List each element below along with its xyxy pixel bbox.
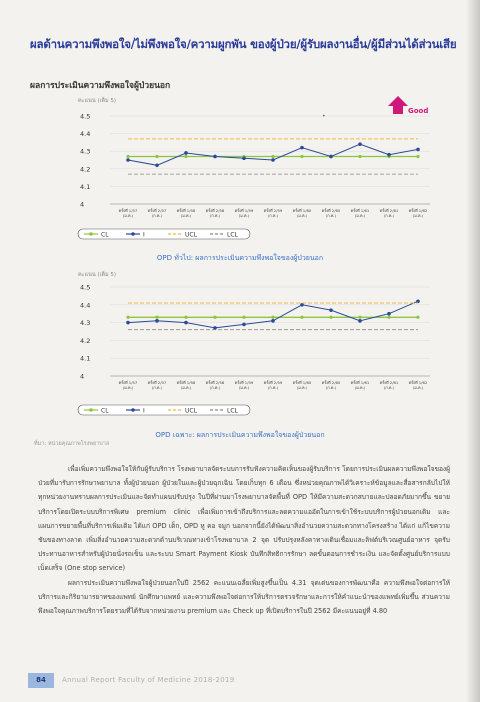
y-tick-label: 4.3 (80, 319, 91, 328)
x-tick-label: ครั้งที่ 1/62 (408, 380, 428, 385)
i-point (271, 319, 275, 323)
cl-point (387, 316, 390, 319)
x-tick-label: ครั้งที่ 1/57 (118, 380, 138, 385)
x-tick-label: (ก.ค.) (383, 385, 395, 390)
chart-legend (78, 229, 250, 239)
cl-point (329, 316, 332, 319)
x-tick-label: (ก.ค.) (383, 213, 395, 218)
x-tick-label: (ก.ค.) (151, 385, 163, 390)
cl-point (358, 316, 361, 319)
i-point (155, 163, 159, 167)
x-tick-label: ครั้งที่ 1/58 (176, 380, 196, 385)
chart-caption: OPD เฉพาะ: ผลการประเมินความพึงพอใจของผู้ป่วยนอก (155, 431, 325, 439)
series-line-i (128, 301, 418, 328)
paragraph: เพื่อเพิ่มความพึงพอใจให้กับผู้รับบริการ โรงพยาบาลจัดระบบการรับฟังความคิดเห็นของผู้รับบริการ โดยการประเมินผลความพึงพอใจของผู้ป่วยที่มารับการรักษาพยาบาล ทั้งผู้ป่วยนอก ผู้ป่วยในและผู้ป่วยฉุกเฉิน โดยเก็บทุก 6 เดือน ซึ่งหน่วยคุณภาพได้วิเคราะห์ข้อมูลและสื่อสารกลับไปให้ทุกหน่วยงานทราบผลการประเมินและจัดทำแผนปรับปรุง ในปีที่ผ่านมาโรงพยาบาลจัดพื้นที่ OPD ให้มีความสะดวกสบายและปลอดภัยมากขึ้น ขยายบริการโดยเปิดระบบบริการพิเศษ premium clinic เพื่อเพิ่มการเข้าถึงบริการและลดความแออัดในการเข้าใช้ระบบบริการผู้ป่วยนอกเดิม และแผนการขยายพื้นที่บริการเพิ่มเติม ได้แก่ OPD เด็ก, OPD หู คอ จมูก นอกจากนี้ยังได้พัฒนาสิ่งอำนวยความสะดวกทางโครงสร้าง ได้แก่ แก้ไขความชันของทางลาด เพิ่มสิ่งอำนวยความสะดวกด้านบริเวณทางเข้าโรงพยาบาล 2 จุด ปรับปรุงหลังคาทางเดินเชื่อมและลิฟต์บริเวณศูนย์อาหาร จุดรับประทานอาหารสำหรับผู้ป่วยนั่งรถเข็น และระบบ Smart Payment Kiosk บันทึกสิทธิการรักษา ลดขั้นตอนการชำระเงิน และจัดตั้งศูนย์บริการแบบเบ็ดเสร็จ (One stop service) (38, 465, 450, 573)
x-tick-label: ครั้งที่ 2/60 (321, 208, 341, 213)
x-tick-label: (ม.ค.) (296, 385, 308, 390)
i-point (184, 151, 188, 155)
legend-label-i: I (143, 231, 145, 239)
x-tick-label: (ม.ค.) (412, 385, 424, 390)
chart-unit-label: คะแนน (เต็ม 5) (78, 98, 117, 104)
x-tick-label: ครั้งที่ 2/58 (205, 208, 225, 213)
x-tick-label: (ก.ค.) (151, 213, 163, 218)
x-tick-label: ครั้งที่ 1/60 (292, 208, 312, 213)
i-point (416, 148, 420, 152)
x-tick-label: (ก.ค.) (325, 385, 337, 390)
footer-title: Annual Report Faculty of Medicine 2018-2019 (62, 676, 235, 684)
legend-label-i: I (143, 407, 145, 415)
x-tick-label: ครั้งที่ 2/61 (379, 380, 399, 385)
x-tick-label: (ม.ค.) (412, 213, 424, 218)
i-point (329, 155, 333, 159)
cl-point (416, 155, 419, 158)
x-tick-label: ครั้งที่ 2/57 (147, 208, 167, 213)
i-point (213, 326, 217, 330)
x-tick-label: (ก.ค.) (267, 213, 279, 218)
y-tick-label: 4.1 (80, 354, 91, 363)
y-tick-label: 4 (80, 372, 85, 381)
y-tick-label: 4.2 (80, 336, 91, 345)
legend-label-cl: CL (101, 407, 109, 415)
i-point (329, 308, 333, 312)
x-tick-label: ครั้งที่ 2/61 (379, 208, 399, 213)
x-tick-label: (ม.ค.) (180, 213, 192, 218)
x-tick-label: ครั้งที่ 1/60 (292, 380, 312, 385)
i-point (213, 155, 217, 159)
section-subheading: ผลการประเมินความพึงพอใจผู้ป่วยนอก (30, 81, 171, 91)
legend-label-ucl: UCL (185, 407, 197, 415)
chart-plot-area (80, 113, 430, 219)
legend-label-lcl: LCL (227, 407, 238, 415)
legend-marker-i (131, 232, 135, 236)
x-tick-label: (ม.ค.) (354, 213, 366, 218)
x-tick-label: (ม.ค.) (238, 385, 250, 390)
y-tick-label: 4 (80, 200, 85, 209)
x-tick-label: ครั้งที่ 2/59 (263, 380, 283, 385)
legend-label-cl: CL (101, 231, 109, 239)
chart-unit-label: คะแนน (เต็ม 5) (78, 272, 117, 278)
x-tick-label: ครั้งที่ 2/57 (147, 380, 167, 385)
x-tick-label: ครั้งที่ 1/61 (350, 208, 370, 213)
cl-point (300, 155, 303, 158)
x-tick-label: (ก.ค.) (267, 385, 279, 390)
cl-point (416, 316, 419, 319)
i-point (387, 312, 391, 316)
y-tick-label: 4.5 (80, 283, 91, 292)
cl-point (126, 316, 129, 319)
i-point (242, 156, 246, 160)
cl-point (242, 316, 245, 319)
chart-marker-dot: • (322, 113, 326, 120)
x-tick-label: ครั้งที่ 1/57 (118, 208, 138, 213)
i-point (184, 321, 188, 325)
i-point (300, 303, 304, 307)
chart-opd-general (0, 92, 480, 242)
chart-legend (78, 405, 250, 415)
source-note: ที่มา: หน่วยคุณภาพโรงพยาบาล (34, 441, 110, 447)
cl-point (155, 316, 158, 319)
page-number: 84 (28, 673, 54, 688)
cl-point (155, 155, 158, 158)
cl-point (271, 155, 274, 158)
legend-label-ucl: UCL (185, 231, 197, 239)
cl-point (271, 316, 274, 319)
x-tick-label: (ม.ค.) (122, 213, 134, 218)
i-point (387, 153, 391, 157)
i-point (126, 321, 130, 325)
x-tick-label: (ก.ค.) (325, 213, 337, 218)
x-tick-label: (ม.ค.) (180, 385, 192, 390)
y-tick-label: 4.5 (80, 112, 91, 121)
x-tick-label: ครั้งที่ 1/61 (350, 380, 370, 385)
i-point (155, 319, 159, 323)
cl-point (126, 155, 129, 158)
good-indicator (388, 96, 428, 115)
i-point (358, 142, 362, 146)
good-arrow-icon (388, 96, 408, 114)
y-tick-label: 4.4 (80, 301, 91, 310)
legend-marker-i (131, 408, 135, 412)
chart-plot-area (80, 284, 430, 391)
x-tick-label: ครั้งที่ 1/59 (234, 208, 254, 213)
section-heading: ผลด้านความพึงพอใจ/ไม่พึงพอใจ/ความผูกพัน ของผู้ป่วย/ผู้รับผลงานอื่น/ผู้มีส่วนได้ส่วนเสีย (30, 37, 457, 51)
i-point (271, 158, 275, 162)
paragraph: ผลการประเมินความพึงพอใจผู้ป่วยนอกในปี 2562 คะแนนเฉลี่ยเพิ่มสูงขึ้นเป็น 4.31 จุดเด่นของการพัฒนาคือ ความพึงพอใจต่อการให้บริการและกิริยามารยาทของแพทย์ นักศึกษาแพทย์ และความพึงพอใจต่อการให้บริการตรวจรักษาและการให้คำแนะนำของแพทย์เพิ่มขึ้น ส่วนความพึงพอใจคุณภาพบริการโดยรวมที่ได้รับจากหน่วยงาน premium และ Check up ที่เปิดบริการในปี 2562 มีคะแนนอยู่ที่ 4.80 (38, 578, 450, 616)
x-tick-label: ครั้งที่ 1/62 (408, 208, 428, 213)
good-label: Good (408, 107, 429, 115)
i-point (358, 319, 362, 323)
x-tick-label: (ก.ค.) (209, 213, 221, 218)
x-tick-label: ครั้งที่ 2/58 (205, 380, 225, 385)
i-point (126, 158, 130, 162)
x-tick-label: ครั้งที่ 2/59 (263, 208, 283, 213)
cl-point (213, 316, 216, 319)
x-tick-label: (ก.ค.) (209, 385, 221, 390)
cl-point (184, 155, 187, 158)
body-text (38, 462, 450, 618)
series-line-i (128, 144, 418, 165)
x-tick-label: (ม.ค.) (238, 213, 250, 218)
legend-marker-cl (89, 408, 93, 412)
x-tick-label: ครั้งที่ 1/59 (234, 380, 254, 385)
cl-point (300, 316, 303, 319)
chart-caption: OPD ทั่วไป: ผลการประเมินความพึงพอใจของผู้ป่วยนอก (156, 254, 324, 262)
legend-marker-cl (89, 232, 93, 236)
y-tick-label: 4.4 (80, 130, 91, 139)
i-point (242, 323, 246, 327)
i-point (300, 146, 304, 150)
x-tick-label: ครั้งที่ 1/58 (176, 208, 196, 213)
x-tick-label: ครั้งที่ 2/60 (321, 380, 341, 385)
y-tick-label: 4.2 (80, 165, 91, 174)
cl-point (358, 155, 361, 158)
legend-label-lcl: LCL (227, 231, 238, 239)
y-tick-label: 4.1 (80, 182, 91, 191)
x-tick-label: (ม.ค.) (296, 213, 308, 218)
x-tick-label: (ม.ค.) (122, 385, 134, 390)
chart-opd-specific (0, 266, 480, 424)
cl-point (184, 316, 187, 319)
x-tick-label: (ม.ค.) (354, 385, 366, 390)
y-tick-label: 4.3 (80, 147, 91, 156)
